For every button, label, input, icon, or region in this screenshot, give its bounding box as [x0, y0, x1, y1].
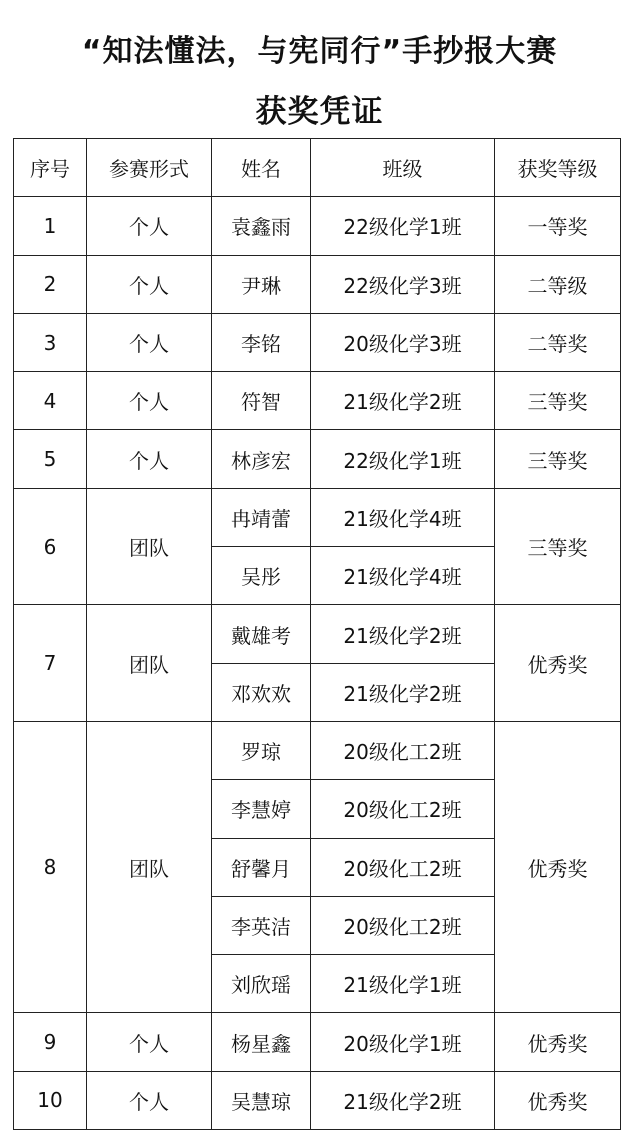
participant-name-cell: 冉靖蕾	[212, 488, 311, 546]
class-cell: 21级化学4班	[311, 488, 495, 546]
participation-form-cell: 个人	[87, 255, 212, 313]
serial-number-cell: 1	[14, 197, 87, 255]
table-row	[14, 1071, 621, 1129]
award-level-cell: 二等奖	[495, 313, 621, 371]
table-row	[14, 197, 621, 255]
class-cell: 20级化工2班	[311, 896, 495, 954]
participation-form-cell: 团队	[87, 721, 212, 1012]
serial-number-cell: 9	[14, 1013, 87, 1071]
participant-name-cell: 吴彤	[212, 547, 311, 605]
class-cell: 21级化学4班	[311, 547, 495, 605]
serial-number-cell: 2	[14, 255, 87, 313]
serial-number-cell: 8	[14, 721, 87, 1012]
table-header-row	[14, 139, 621, 197]
award-level-cell: 优秀奖	[495, 1013, 621, 1071]
serial-number-cell: 3	[14, 313, 87, 371]
table-row	[14, 313, 621, 371]
awards-table	[13, 138, 621, 1130]
table-row	[14, 721, 621, 779]
table-row	[14, 255, 621, 313]
table-row	[14, 1013, 621, 1071]
class-cell: 20级化工2班	[311, 721, 495, 779]
class-cell: 22级化学1班	[311, 430, 495, 488]
serial-number-cell: 4	[14, 372, 87, 430]
header-participation-form: 参赛形式	[87, 139, 212, 197]
participation-form-cell: 个人	[87, 372, 212, 430]
class-cell: 21级化学2班	[311, 605, 495, 663]
participant-name-cell: 吴慧琼	[212, 1071, 311, 1129]
participation-form-cell: 个人	[87, 313, 212, 371]
participation-form-cell: 个人	[87, 430, 212, 488]
class-cell: 20级化学1班	[311, 1013, 495, 1071]
participant-name-cell: 符智	[212, 372, 311, 430]
participant-name-cell: 邓欢欢	[212, 663, 311, 721]
class-cell: 20级化学3班	[311, 313, 495, 371]
participant-name-cell: 杨星鑫	[212, 1013, 311, 1071]
participation-form-cell: 个人	[87, 1013, 212, 1071]
participant-name-cell: 罗琼	[212, 721, 311, 779]
class-cell: 21级化学2班	[311, 663, 495, 721]
class-cell: 21级化学1班	[311, 955, 495, 1013]
table-row	[14, 430, 621, 488]
class-cell: 21级化学2班	[311, 1071, 495, 1129]
participant-name-cell: 李铭	[212, 313, 311, 371]
class-cell: 20级化工2班	[311, 780, 495, 838]
participant-name-cell: 林彦宏	[212, 430, 311, 488]
header-award-level: 获奖等级	[495, 139, 621, 197]
header-name: 姓名	[212, 139, 311, 197]
class-cell: 22级化学3班	[311, 255, 495, 313]
participation-form-cell: 个人	[87, 1071, 212, 1129]
table-row	[14, 605, 621, 663]
participant-name-cell: 戴雄考	[212, 605, 311, 663]
serial-number-cell: 5	[14, 430, 87, 488]
award-level-cell: 二等级	[495, 255, 621, 313]
participant-name-cell: 舒馨月	[212, 838, 311, 896]
header-class: 班级	[311, 139, 495, 197]
participant-name-cell: 刘欣瑶	[212, 955, 311, 1013]
award-level-cell: 优秀奖	[495, 1071, 621, 1129]
award-level-cell: 优秀奖	[495, 605, 621, 722]
serial-number-cell: 6	[14, 488, 87, 605]
class-cell: 20级化工2班	[311, 838, 495, 896]
award-level-cell: 一等奖	[495, 197, 621, 255]
participant-name-cell: 袁鑫雨	[212, 197, 311, 255]
participation-form-cell: 个人	[87, 197, 212, 255]
participation-form-cell: 团队	[87, 488, 212, 605]
table-row	[14, 372, 621, 430]
participant-name-cell: 尹琳	[212, 255, 311, 313]
table-body	[14, 197, 621, 1130]
document-subtitle: 获奖凭证	[255, 94, 384, 130]
table-row	[14, 488, 621, 546]
document-title: “知法懂法，与宪同行”手抄报大赛	[81, 34, 558, 69]
award-level-cell: 三等奖	[495, 372, 621, 430]
participant-name-cell: 李英洁	[212, 896, 311, 954]
award-level-cell: 优秀奖	[495, 721, 621, 1012]
award-level-cell: 三等奖	[495, 430, 621, 488]
participant-name-cell: 李慧婷	[212, 780, 311, 838]
header-serial-number: 序号	[14, 139, 87, 197]
award-level-cell: 三等奖	[495, 488, 621, 605]
class-cell: 22级化学1班	[311, 197, 495, 255]
class-cell: 21级化学2班	[311, 372, 495, 430]
serial-number-cell: 7	[14, 605, 87, 722]
serial-number-cell: 10	[14, 1071, 87, 1129]
participation-form-cell: 团队	[87, 605, 212, 722]
